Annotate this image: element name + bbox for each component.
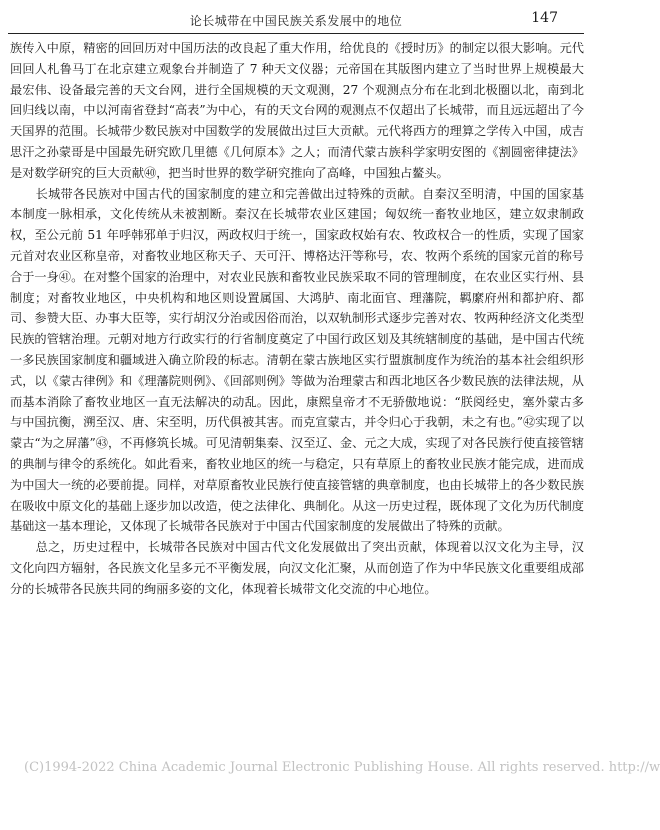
running-header: [0, 10, 592, 32]
running-header-title: 论长城带在中国民族关系发展中的地位: [189, 14, 403, 28]
page-number: 147: [531, 10, 558, 26]
paragraph-conclusion: 总之，历史过程中，长城带各民族对中国古代文化发展做出了突出贡献，体现着以汉文化为主导，汉文化向四方辐射，各民族文化呈多元不平衡发展，向汉文化汇聚，从而创造了作为中华民族文化重要组成部分的长城带各民族共同的绚丽多姿的文化，体现着长城带文化交流的中心地位。: [10, 540, 584, 596]
header-rule: [8, 33, 584, 34]
paragraph-state-system: 长城带各民族对中国古代的国家制度的建立和完善做出过特殊的贡献。自秦汉至明清，中国的国家基本制度一脉相承，文化传统从未被割断。秦汉在长城带农业区建国；匈奴统一畜牧业地区，建立奴隶制政权，至公元前 51 年呼韩邪单于归汉，两政权归于统一，国家政权始有农、牧政权合一的性质，实现了国家元首对农业区称皇帝，对畜牧业地区称天子、天可汗、博格达汗等称号，农、牧两个系统的国家元首的称号合于一身㊶。在对整个国家的治理中，对农业民族和畜牧业民族采取不同的管理制度，在农业区实行州、县制度；对畜牧业地区，中央机构和地区则设置属国、大鸿胪、南北面官、理藩院，羁縻府州和都护府、都司、参赞大臣、办事大臣等，实行胡汉分治或因俗而治，以双轨制形式逐步完善对农、牧两种经济文化类型民族的管辖治理。元朝对地方行政实行的行省制度奠定了中国行政区划及其统辖制度的基础，是中国古代统一多民族国家制度和疆域进入确立阶段的标志。清朝在蒙古族地区实行盟旗制度作为统治的基本社会组织形式，以《蒙古律例》和《理藩院则例》、《回部则例》等做为治理蒙古和西北地区各少数民族的法律法规，从而基本消除了畜牧业地区一直无法解决的动乱。因此，康熙皇帝才不无骄傲地说：“朕阅经史，塞外蒙古多与中国抗衡，溯至汉、唐、宋至明，历代俱被其害。而克宣蒙古，并令归心于我朝，未之有也。”㊷实现了以蒙古“为之屏藩”㊸，不再修筑长城。可见清朝集秦、汉至辽、金、元之大成，实现了对各民族行使直接管辖的典制与律令的系统化。如此看来，畜牧业地区的统一与稳定，只有草原上的畜牧业民族才能完成，进而成为中国大一统的必要前提。同样，对草原畜牧业民族行使直接管辖的典章制度，也由长城带上的各少数民族在吸收中原文化的基础上逐步加以改造，使之法律化、典制化。从这一历史过程，既体现了文化为历代制度基础这一基本理论，又体现了长城带各民族对于中国古代国家制度的发展做出了特殊的贡献。: [10, 186, 584, 534]
copyright-watermark: (C)1994-2022 China Academic Journal Electronic Publishing House. All rights reserved. http://w: [24, 760, 660, 775]
article-body: [10, 38, 584, 600]
paragraph-continued: 族传入中原，精密的回回历对中国历法的改良起了重大作用，给优良的《授时历》的制定以很大影响。元代回回人札鲁马丁在北京建立观象台并制造了 7 种天文仪器；元帝国在其版图内建立了当时世界上规模最大最宏伟、设备最完善的天文台网，进行全国规模的天文观测，27 个观测点分布在北到北极圈以北，南到北回归线以南，中以河南省登封“高表”为中心，有的天文台网的观测点不仅超出了长城带，而且远远超出了今天国界的范围。长城带少数民族对中国数学的发展做出过巨大贡献。元代将西方的理算之学传入中国，成吉思汗之孙蒙哥是中国最先研究欧几里德《几何原本》之人；而清代蒙古族科学家明安图的《割圆密律捷法》是对数学研究的巨大贡献㊵，把当时世界的数学研究推向了高峰，中国独占鳌头。: [10, 41, 584, 180]
